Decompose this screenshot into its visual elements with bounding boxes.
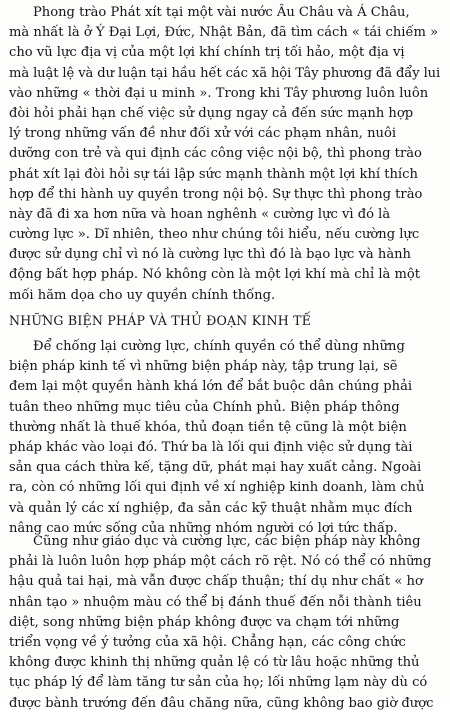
text-line: Cũng như giáo dục và cường lực, các biện pháp này không (33, 534, 421, 549)
text-line: đem lại một quyền hành khá lớn để bắt buộc dân chúng phải (9, 379, 413, 395)
paragraph-legality (9, 532, 441, 714)
text-line: này đã đi xa hơn nữa và hoan nghênh « cường lực vì đó là (9, 206, 391, 222)
text-line: phải là luôn luôn hợp pháp một cách rõ rệt. Nó có thể có những (9, 554, 432, 570)
paragraph-fascism (9, 3, 441, 306)
text-line: phát xít lại đòi hỏi sự tái lập sức mạnh thành một lợi khí thích (9, 166, 418, 182)
text-line: không được khinh thị những quản lệ có từ lâu hoặc những thủ (9, 655, 420, 671)
text-line: nhân tạo » nhuộm màu có thể bị đánh thuế đến nỗi thành tiêu (9, 594, 422, 610)
text-line: biện pháp kinh tế vì những biện pháp này, tập trung lại, sẽ (9, 359, 398, 375)
text-line: thường nhất là thuế khóa, thủ đoạn tiền tệ cũng là một biện (9, 419, 407, 435)
text-line: được bành trướng đến đâu chăng nữa, cũng không bao giờ được (9, 695, 434, 711)
text-line: đòi hỏi phải hạn chế việc sử dụng ngay cả đến sức mạnh hợp (9, 105, 414, 121)
text-line: ra, còn có những lối qui định về xí nghiệp kinh doanh, làm chủ (9, 480, 425, 496)
text-line: lý trong những vấn đề như đối xử với các phạm nhân, nuôi (9, 126, 397, 142)
text-line: hợp để thi hành uy quyền trong nội bộ. Sự thực thì phong trào (9, 186, 423, 202)
text-line: dưỡng con trẻ và qui định các công việc nội bộ, thì phong trào (9, 146, 422, 162)
text-line: cho vũ lực địa vị của một lợi khí chính trị tối hảo, một địa vị (9, 45, 405, 61)
text-line: Để chống lại cường lực, chính quyền có thể dùng những (33, 339, 405, 354)
text-line: diệt, song những biện pháp không được va chạm tới những (9, 614, 400, 630)
text-line: mà luật lệ và dư luận tại hầu hết các xã hội Tây phương đã đẩy lui (9, 65, 441, 81)
text-line: sản qua cách thừa kế, tặng dữ, phát mại hay xuất cảng. Ngoài (9, 460, 422, 476)
text-line: Phong trào Phát xít tại một vài nước Âu Châu và Á Châu, (33, 5, 410, 20)
text-line: tuân theo những mục tiêu của Chính phủ. Biện pháp thông (9, 399, 400, 415)
text-line: triển vọng về ý tưởng của xã hội. Chẳng hạn, các công chức (9, 634, 406, 650)
text-line: vào những « thời đại u minh ». Trong khi Tây phương luôn luôn (9, 85, 429, 101)
paragraph-economic-measures (9, 337, 441, 539)
text-line: được sử dụng chỉ vì nó là cường lực thì đó là bạo lực và hành (9, 247, 411, 263)
text-line: cường lực ». Dĩ nhiên, theo như chúng tôi hiểu, nếu cường lực (9, 227, 420, 243)
text-line: động bất hợp pháp. Nó không còn là một lợi khí mà chỉ là một (9, 267, 421, 283)
text-line: tục pháp lý để làm tăng tư sản của họ; lối những lạm này dù có (9, 675, 428, 691)
text-line: và quản lý các xí nghiệp, đa sản các kỹ thuật nhằm mục đích (9, 500, 413, 516)
text-line: mối hăm dọa cho uy quyền chính thống. (9, 287, 276, 303)
text-line: mà nhất là ở Ý Đại Lợi, Đức, Nhật Bản, đã tìm cách « tái chiếm » (9, 25, 439, 41)
text-line: nâng cao mức sống của những nhóm người có lợi tức thấp. (9, 520, 398, 536)
text-line: hậu quả tai hại, mà vẫn được chấp thuận; thí dụ như chất « hơ (9, 574, 423, 590)
section-heading: NHỮNG BIỆN PHÁP VÀ THỦ ĐOẠN KINH TẾ (9, 313, 312, 328)
text-line: pháp khác vào loại đó. Thứ ba là lối qui định việc sử dụng tài (9, 439, 413, 455)
